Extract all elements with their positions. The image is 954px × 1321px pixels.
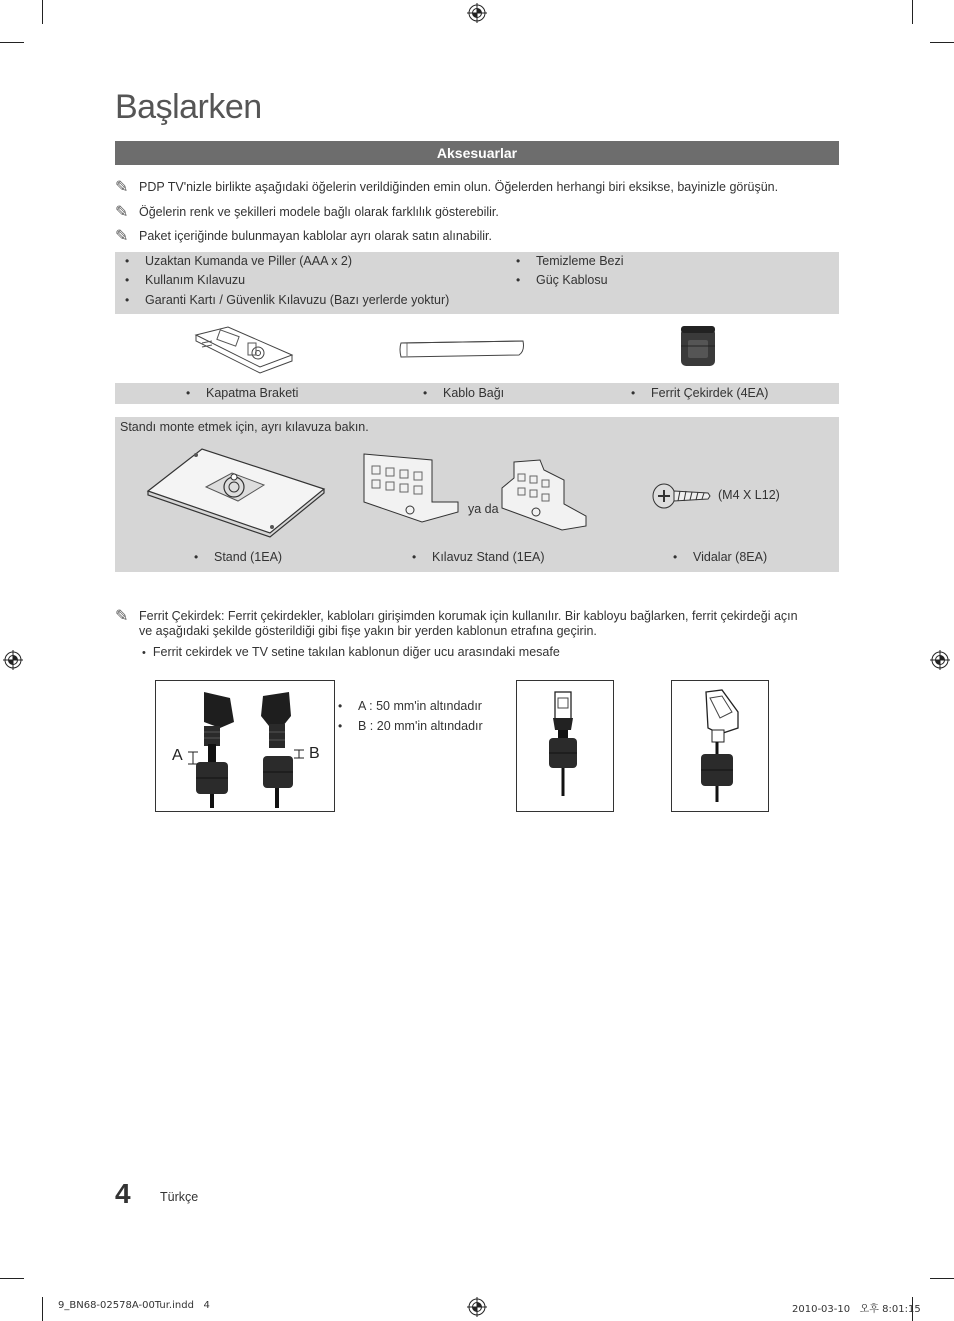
distance-diagram-box xyxy=(155,680,335,812)
registration-mark-icon xyxy=(467,1297,487,1317)
ferrite-core-illustration xyxy=(678,324,718,368)
dimension-b-icon xyxy=(292,748,306,760)
crop-mark xyxy=(930,1278,954,1279)
crop-mark xyxy=(0,1278,24,1279)
registration-mark-icon xyxy=(3,650,23,670)
registration-mark-icon xyxy=(930,650,950,670)
list-item: • Stand (1EA) xyxy=(214,550,282,564)
list-item: • Temizleme Bezi xyxy=(536,254,624,268)
list-item: • Kablo Bağı xyxy=(443,386,504,400)
pencil-note-icon: ✎ xyxy=(115,228,129,245)
page-number: 4 xyxy=(115,1178,131,1209)
note-text: Paket içeriğinde bulunmayan kablolar ayrı olarak satın alınabilir. xyxy=(139,229,492,243)
note-3 xyxy=(115,226,492,246)
cable-tie-illustration xyxy=(397,335,529,363)
list-item: • Uzaktan Kumanda ve Piller (AAA x 2) xyxy=(145,254,352,268)
label-a: A xyxy=(172,747,183,764)
screw-spec: (M4 X L12) xyxy=(718,488,780,502)
crop-mark xyxy=(912,0,913,24)
note-text: PDP TV'nizle birlikte aşağıdaki öğelerin verildiğinden emin olun. Öğelerden herhangi biri eksikse, bayinizle görüşün. xyxy=(139,180,779,194)
pencil-note-icon: ✎ xyxy=(115,608,129,625)
distance-b: • B : 20 mm'in altındadır xyxy=(358,719,483,733)
pencil-note-icon: ✎ xyxy=(115,204,129,221)
stand-base-illustration xyxy=(146,447,326,537)
print-datetime: 2010-03-10 오후 8:01:15 xyxy=(792,1304,921,1315)
guide-stand-b-illustration xyxy=(500,460,590,530)
sub-bullet-text: Ferrit cekirdek ve TV setine takılan kablonun diğer ucu arasındaki mesafe xyxy=(152,645,560,659)
crop-mark xyxy=(930,42,954,43)
note-1 xyxy=(115,177,778,197)
stand-heading: Standı monte etmek için, ayrı kılavuza bakın. xyxy=(120,420,369,434)
distance-a: • A : 50 mm'in altındadır xyxy=(358,699,482,713)
screw-illustration xyxy=(650,482,712,510)
list-item: • Kılavuz Stand (1EA) xyxy=(432,550,545,564)
ferrite-sub-bullet xyxy=(142,645,560,659)
guide-stand-a-illustration xyxy=(362,452,468,524)
list-item: • Kapatma Braketi xyxy=(206,386,298,400)
note-text: Öğelerin renk ve şekilleri modele bağlı olarak farklılık gösterebilir. xyxy=(139,205,499,219)
crop-mark xyxy=(42,0,43,24)
ferrite-note-line1: Ferrit Çekirdek: Ferrit çekirdekler, kabloları girişimden korumak için kullanılır. Bir kabloyu bağlarken, ferrit çekirdeği açın xyxy=(139,609,798,623)
or-text: ya da xyxy=(468,502,499,516)
scart-plug-illustration xyxy=(698,688,742,804)
crop-mark xyxy=(42,1297,43,1321)
plug-cable-a-illustration xyxy=(190,688,240,808)
list-item: • Vidalar (8EA) xyxy=(693,550,767,564)
print-file-name: 9_BN68-02578A-00Tur.indd 4 xyxy=(58,1300,210,1311)
list-item: • Garanti Kartı / Güvenlik Kılavuzu (Bazı yerlerde yoktur) xyxy=(145,293,449,307)
registration-mark-icon xyxy=(467,3,487,23)
note-2 xyxy=(115,202,499,222)
lan-plug-illustration xyxy=(546,690,582,800)
list-item: • Kullanım Kılavuzu xyxy=(145,273,245,287)
crop-mark xyxy=(0,42,24,43)
cover-bracket-illustration xyxy=(188,323,298,373)
list-item: • Güç Kablosu xyxy=(536,273,608,287)
page-title: Başlarken xyxy=(115,88,262,126)
ferrite-note xyxy=(115,606,845,626)
dimension-a-icon xyxy=(186,750,200,766)
page-language: Türkçe xyxy=(160,1190,199,1204)
section-title-bar: Aksesuarlar xyxy=(115,141,839,165)
label-b: B xyxy=(309,745,320,762)
list-item: • Ferrit Çekirdek (4EA) xyxy=(651,386,768,400)
ferrite-note-line2: ve aşağıdaki şekilde gösterildiği gibi fişe yakın bir yerden kablonun etrafına geçirin. xyxy=(139,624,597,638)
pencil-note-icon: ✎ xyxy=(115,179,129,196)
bullet-icon: • xyxy=(142,647,146,659)
